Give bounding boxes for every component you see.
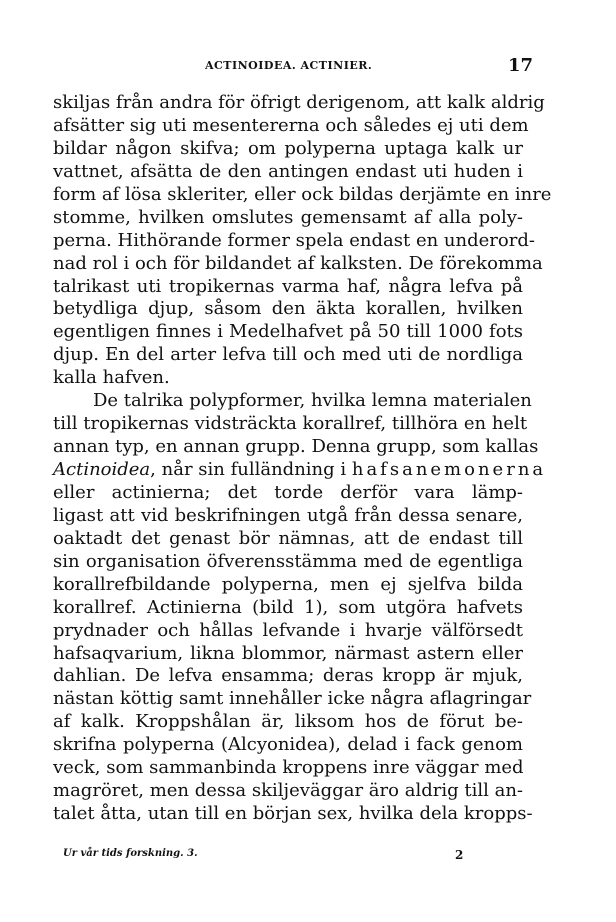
text-line: magröret, men dessa skiljeväggar äro aldrig till an-	[53, 780, 523, 802]
text-line: ligast att vid beskrifningen utgå från dessa senare,	[53, 504, 523, 526]
text-line: hafsaqvarium, likna blommor, närmast astern eller	[53, 642, 523, 664]
footer-signature: Ur vår tids forskning. 3.	[63, 848, 198, 859]
text-line: eller actinierna; det torde derför vara lämp-	[53, 481, 523, 503]
text-line: stomme, hvilken omslutes gemensamt af alla poly-	[53, 206, 523, 228]
text-line: vattnet, afsätta de den antingen endast uti huden i	[53, 160, 523, 182]
text-line: oaktadt det genast bör nämnas, att de endast till	[53, 527, 523, 549]
text-line: form af lösa skleriter, eller ock bildas derjämte en inre	[53, 183, 552, 205]
text-line: betydliga djup, såsom den äkta korallen, hvilken	[53, 298, 523, 320]
text-line: dahlian. De lefva ensamma; deras kropp är mjuk,	[53, 665, 523, 687]
text-line: bildar någon skifva; om polyperna uptaga kalk ur	[53, 137, 523, 159]
text-line: afsätter sig uti mesentererna och således ej uti dem	[53, 114, 529, 136]
text-line: korallref. Actinierna (bild 1), som utgöra hafvets	[53, 596, 523, 618]
running-title: ACTINOIDEA. ACTINIER.	[205, 59, 373, 72]
text-line: korallrefbildande polyperna, men ej sjelfva bilda	[53, 573, 523, 595]
body-text	[53, 92, 552, 826]
text-line: perna. Hithörande former spela endast en underord-	[53, 229, 535, 251]
text-line: sin organisation öfverensstämma med de egentliga	[53, 550, 523, 572]
text-line: talrikast uti tropikernas varma haf, några lefva på	[53, 275, 523, 297]
text-line: veck, som sammanbinda kroppens inre väggar med	[53, 757, 524, 779]
text-line: talet åtta, utan till en början sex, hvilka dela kropps-	[53, 803, 533, 825]
text-line: nad rol i och för bildandet af kalksten. De förekomma	[53, 252, 543, 274]
page-number: 17	[508, 55, 534, 76]
paragraph-start-line: De talrika polypformer, hvilka lemna materialen	[93, 390, 532, 412]
paragraph-end-line: kalla hafven.	[53, 367, 170, 389]
text-line: nästan köttig samt innehåller icke några aflagringar	[53, 688, 532, 710]
taxon-name: Actinoidea	[53, 459, 151, 480]
text-line: prydnader och hållas lefvande i hvarje välförsedt	[53, 619, 523, 641]
text-line: skiljas från andra för öfrigt derigenom, att kalk aldrig	[53, 92, 545, 113]
sheet-number: 2	[455, 848, 464, 862]
text-line: till tropikernas vidsträckta korallref, tillhöra en helt	[53, 413, 528, 435]
text-line: djup. En del arter lefva till och med uti de nordliga	[53, 344, 523, 366]
text-line: annan typ, en annan grupp. Denna grupp, som kallas	[53, 436, 539, 458]
text-line: egentligen finnes i Medelhafvet på 50 till 1000 fots	[53, 321, 523, 343]
text-line: skrifna polyperna (Alcyonidea), delad i fack genom	[53, 734, 523, 756]
text-line-actinoidea: Actinoidea, når sin fulländning i hafsanemonerna	[53, 459, 547, 480]
text-line: af kalk. Kroppshålan är, liksom hos de förut be-	[53, 711, 523, 733]
spaced-term: hafsanemonerna	[351, 459, 547, 480]
